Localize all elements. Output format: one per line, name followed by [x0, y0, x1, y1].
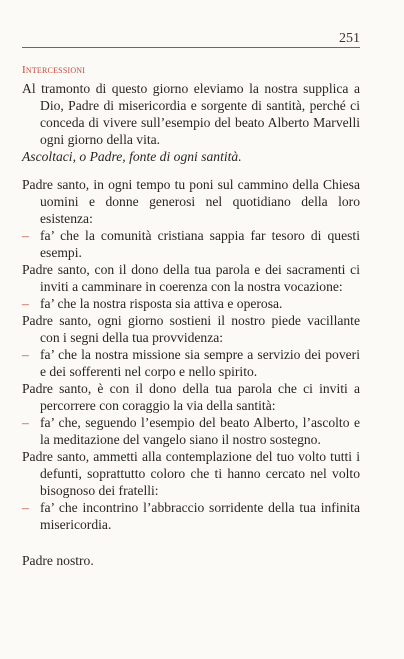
dash-3: – [22, 347, 29, 362]
intercession-4 [22, 380, 360, 448]
section-title: Intercessioni [22, 64, 86, 76]
response-1-text: fa’ che la comunità cristiana sappia far tesoro di questi esempi. [40, 228, 360, 260]
response-4-text: fa’ che, seguendo l’esempio del beato Alberto, l’ascolto e la meditazione del vangelo siano il nostro sostegno. [40, 415, 360, 447]
response-4 [22, 414, 360, 448]
intro-response: Ascoltaci, o Padre, fonte di ogni santità. [22, 149, 242, 164]
response-5 [22, 499, 360, 533]
intercession-2 [22, 261, 360, 312]
petition-5: Padre santo, ammetti alla contemplazione del tuo volto tutti i defunti, soprattutto coloro che ti hanno cercato nel volto bisognoso dei fratelli: [22, 449, 360, 498]
intro-text: Al tramonto di questo giorno eleviamo la nostra supplica a Dio, Padre di misericordia e sorgente di santità, perché ci conceda di vivere sull’esempio del beato Alberto Marvelli ogni giorno della vita. [22, 81, 360, 147]
response-1 [22, 227, 360, 261]
petition-4: Padre santo, è con il dono della tua parola che ci inviti a percorrere con coraggio la via della santità: [22, 381, 360, 413]
header-rule [22, 47, 360, 48]
intro-paragraph [22, 80, 360, 165]
dash-4: – [22, 415, 29, 430]
intercession-3 [22, 312, 360, 380]
page-number: 251 [339, 31, 360, 46]
response-3-text: fa’ che la nostra missione sia sempre a servizio dei poveri e dei sofferenti nel corpo e nello spirito. [40, 347, 360, 379]
response-5-text: fa’ che incontrino l’abbraccio sorridente della tua infinita misericordia. [40, 500, 360, 532]
intercession-5 [22, 448, 360, 533]
dash-1: – [22, 228, 29, 243]
closing-prayer: Padre nostro. [22, 553, 94, 568]
dash-5: – [22, 500, 29, 515]
response-3 [22, 346, 360, 380]
response-2 [22, 295, 360, 312]
dash-2: – [22, 296, 29, 311]
response-2-text: fa’ che la nostra risposta sia attiva e operosa. [40, 296, 283, 311]
intercession-1 [22, 176, 360, 261]
petition-2: Padre santo, con il dono della tua parola e dei sacramenti ci inviti a camminare in coerenza con la nostra vocazione: [22, 262, 360, 294]
petition-1: Padre santo, in ogni tempo tu poni sul cammino della Chiesa uomini e donne generosi nel quotidiano della loro esistenza: [22, 177, 360, 226]
petition-3: Padre santo, ogni giorno sostieni il nostro piede vacillante con i segni della tua provvidenza: [22, 313, 360, 345]
page-content [22, 80, 360, 569]
